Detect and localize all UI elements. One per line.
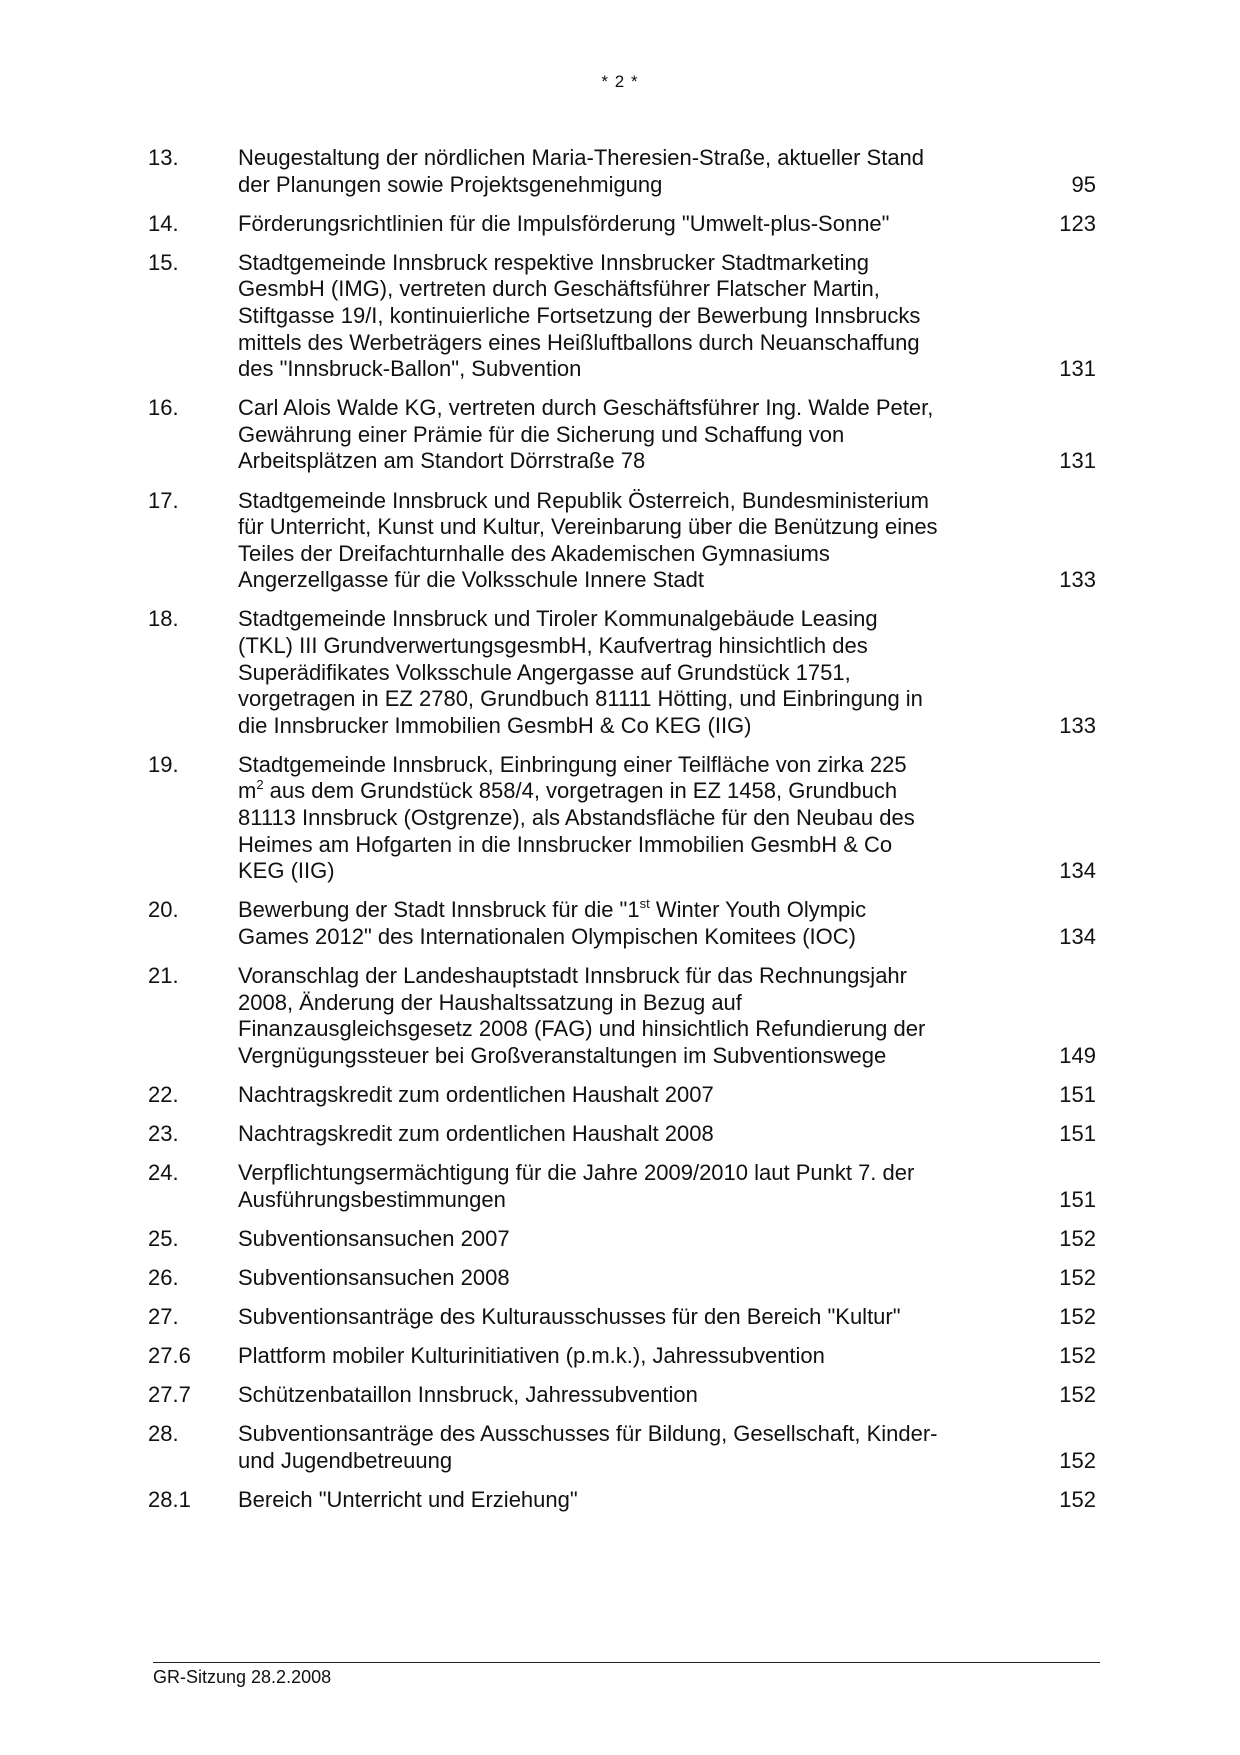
entry-title [238,1343,938,1370]
entry-title [238,488,938,594]
entry-number: 27.6 [148,1343,191,1369]
entry-page-number: 152 [1059,1382,1096,1408]
superscript: st [639,896,650,912]
entry-page-number: 151 [1059,1081,1096,1107]
toc-entry [148,1304,1096,1331]
entry-number: 23. [148,1121,179,1146]
footer-divider [153,1662,1100,1663]
toc-entry [148,963,1096,1069]
toc-entry [148,1082,1096,1109]
title-text: Bereich "Unterricht und Erziehung" [238,1486,578,1512]
toc-entry [148,752,1096,885]
entry-page-number: 152 [1059,1343,1096,1369]
entry-page-number: 133 [1059,712,1096,738]
entry-page-number: 149 [1059,1042,1096,1068]
entry-number: 24. [148,1160,179,1186]
entry-number: 13. [148,145,179,170]
entry-title [238,1421,938,1474]
toc-entry [148,897,1096,950]
title-text: Stadtgemeinde Innsbruck und Republik Österreich, Bundesministerium für Unterricht, Kunst und Kultur, Vereinbarung über die Benützung eines Teiles der Dreifachturnhalle des Akademischen Gymnasiums Angerzellgasse für die Volksschule Innere Stadt [238,487,938,593]
entry-title [238,145,938,198]
toc-entry [148,250,1096,383]
toc-entry [148,1121,1096,1148]
footer-text: GR-Sitzung 28.2.2008 [153,1667,332,1687]
toc-entry [148,395,1096,475]
entry-number: 27.7 [148,1382,191,1408]
entry-page-number: 133 [1059,567,1096,593]
superscript: 2 [256,777,264,793]
entry-page-number: 152 [1059,1303,1096,1329]
entry-number: 25. [148,1225,179,1251]
entry-page-number: 131 [1059,356,1096,382]
entry-page-number: 95 [1071,171,1096,197]
title-text: Nachtragskredit zum ordentlichen Haushalt 2007 [238,1081,714,1107]
entry-page-number: 152 [1059,1447,1096,1473]
entry-number: 18. [148,606,179,632]
entry-title [238,1487,938,1514]
entry-page-number: 152 [1059,1486,1096,1512]
entry-title [238,897,938,950]
entry-page-number: 134 [1059,923,1096,949]
title-text: Subventionsansuchen 2008 [238,1264,510,1290]
title-text: Winter Youth Olympic Games 2012" des Internationalen Olympischen Komitees (IOC) [238,897,867,949]
entry-page-number: 131 [1059,448,1096,474]
title-text: Stadtgemeinde Innsbruck, Einbringung einer Teilfläche von zirka 225 m [238,751,907,804]
toc-entry [148,145,1096,198]
entry-number: 16. [148,395,179,421]
entry-page-number: 152 [1059,1264,1096,1290]
entry-title [238,395,938,475]
page-number: * 2 * [601,72,639,91]
title-text: Verpflichtungsermächtigung für die Jahre 2009/2010 laut Punkt 7. der Ausführungsbestimmungen [238,1160,915,1212]
title-text: Stadtgemeinde Innsbruck respektive Innsbrucker Stadtmarketing GesmbH (IMG), vertreten durch Geschäftsführer Flatscher Martin, Stiftgasse 19/I, kontinuierliche Fortsetzung der Bewerbung Innsbrucks mittels des Werbeträgers eines Heißluftballons durch Neuanschaffung des "Innsbruck-Ballon", Subvention [238,249,921,382]
table-of-contents [148,145,1096,1526]
toc-entry [148,1382,1096,1409]
entry-number: 26. [148,1264,179,1290]
entry-title [238,1304,938,1331]
entry-number: 27. [148,1303,179,1329]
title-text: Subventionsanträge des Ausschusses für Bildung, Gesellschaft, Kinder- und Jugendbetreuung [238,1421,938,1473]
entry-title [238,606,938,739]
entry-number: 20. [148,897,179,923]
title-text: Neugestaltung der nördlichen Maria-Theresien-Straße, aktueller Stand der Planungen sowie Projektsgenehmigung [238,145,925,197]
entry-title [238,211,938,238]
title-text: Förderungsrichtlinien für die Impulsförderung "Umwelt-plus-Sonne" [238,210,890,236]
entry-title [238,752,938,885]
title-text: Nachtragskredit zum ordentlichen Haushalt 2008 [238,1121,714,1146]
entry-title [238,1121,938,1148]
entry-number: 21. [148,963,179,989]
title-text: Schützenbataillon Innsbruck, Jahressubvention [238,1382,698,1408]
entry-title [238,250,938,383]
title-text: Stadtgemeinde Innsbruck und Tiroler Kommunalgebäude Leasing (TKL) III GrundverwertungsgesmbH, Kaufvertrag hinsichtlich des Superädifikates Volksschule Angergasse auf Grundstück 1751, vorgetragen in EZ 2780, Grundbuch 81111 Hötting, und Einbringung in die Innsbrucker Immobilien GesmbH & Co KEG (IIG) [238,606,923,738]
entry-number: 17. [148,487,179,513]
entry-title [238,1082,938,1109]
toc-entry [148,1226,1096,1253]
title-text: Plattform mobiler Kulturinitiativen (p.m.k.), Jahressubvention [238,1343,825,1369]
entry-title [238,963,938,1069]
title-text: Carl Alois Walde KG, vertreten durch Geschäftsführer Ing. Walde Peter, Gewährung einer Prämie für die Sicherung und Schaffung von Arbeitsplätzen am Standort Dörrstraße 78 [238,395,934,474]
title-text: Voranschlag der Landeshauptstadt Innsbruck für das Rechnungsjahr 2008, Änderung der Haushaltssatzung in Bezug auf Finanzausgleichsgesetz 2008 (FAG) und hinsichtlich Refundierung der Vergnügungssteuer bei Großveranstaltungen im Subventionswege [238,963,926,1068]
entry-page-number: 123 [1059,210,1096,236]
entry-title [238,1160,938,1213]
entry-number: 19. [148,751,179,777]
entry-number: 15. [148,249,179,275]
entry-number: 22. [148,1081,179,1107]
entry-number: 28.1 [148,1486,191,1512]
entry-page-number: 134 [1059,858,1096,884]
toc-entry [148,488,1096,594]
title-text: Subventionsansuchen 2007 [238,1225,510,1251]
entry-number: 14. [148,210,179,236]
entry-page-number: 152 [1059,1225,1096,1251]
toc-entry [148,606,1096,739]
entry-number: 28. [148,1421,179,1447]
title-text: Bewerbung der Stadt Innsbruck für die "1 [238,897,640,923]
toc-entry [148,1265,1096,1292]
entry-title [238,1382,938,1409]
toc-entry [148,1160,1096,1213]
toc-entry [148,1421,1096,1474]
toc-entry [148,1487,1096,1514]
entry-page-number: 151 [1059,1186,1096,1212]
toc-entry [148,211,1096,238]
title-text: aus dem Grundstück 858/4, vorgetragen in EZ 1458, Grundbuch 81113 Innsbruck (Ostgrenze), als Abstandsfläche für den Neubau des Heimes am Hofgarten in die Innsbrucker Immobilien GesmbH & Co KEG (IIG) [238,778,915,884]
entry-page-number: 151 [1059,1121,1096,1146]
entry-title [238,1265,938,1292]
toc-entry [148,1343,1096,1370]
title-text: Subventionsanträge des Kulturausschusses für den Bereich "Kultur" [238,1303,901,1329]
entry-title [238,1226,938,1253]
